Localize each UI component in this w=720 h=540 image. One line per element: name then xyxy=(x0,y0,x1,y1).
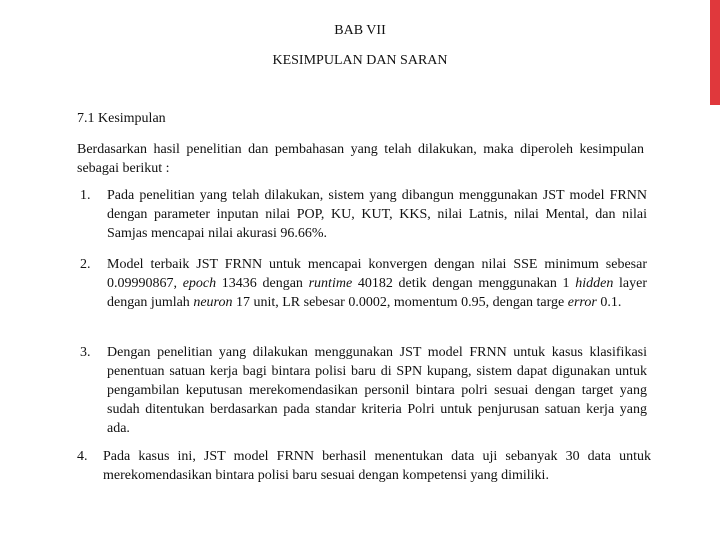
item-text: Dengan penelitian yang dilakukan menggunakan JST model FRNN untuk kasus klasifikasi penentuan satuan kerja bagi bintara polisi baru di SPN kupang, sistem dapat digunakan untuk pengambilan keputusan merekomendasikan personil bintara polri sesuai dengan target yang sudah ditentukan berdasarkan pada standar kriteria Polri untuk penjurusan satuan kerja yang ada. xyxy=(107,345,647,436)
conclusion-item-4 xyxy=(77,447,651,485)
item-number: 3. xyxy=(80,345,91,360)
item-number: 4. xyxy=(77,449,88,464)
text-segment: layer dengan jumlah xyxy=(107,276,648,310)
item-number: 2. xyxy=(80,257,91,272)
section-heading: 7.1 Kesimpulan xyxy=(77,111,166,126)
chapter-title: KESIMPULAN DAN SARAN xyxy=(272,53,448,68)
italic-term: epoch xyxy=(182,276,217,291)
item-text: Pada kasus ini, JST model FRNN berhasil menentukan data uji sebanyak 30 data untuk merekomendasikan bintara polisi baru sesuai dengan kompetensi yang dimiliki. xyxy=(103,449,651,483)
item-text xyxy=(107,255,647,312)
italic-term: runtime xyxy=(308,276,353,291)
text-segment: Model terbaik JST FRNN untuk mencapai konvergen dengan nilai SSE minimum sebesar 0.09990867, xyxy=(107,257,647,291)
italic-term: error xyxy=(567,295,597,310)
conclusion-item-1 xyxy=(77,186,647,243)
text-segment: 0.1. xyxy=(596,295,622,310)
conclusion-item-3 xyxy=(77,343,647,438)
text-segment: 40182 detik dengan menggunakan 1 xyxy=(352,276,576,291)
chapter-heading: BAB VII xyxy=(334,23,386,38)
text-segment: 17 unit, LR sebesar 0.0002, momentum 0.95, dengan targe xyxy=(232,295,568,310)
italic-term: hidden xyxy=(575,276,614,291)
italic-term: neuron xyxy=(193,295,233,310)
item-text: Pada penelitian yang telah dilakukan, sistem yang dibangun menggunakan JST model FRNN dengan parameter inputan nilai POP, KU, KUT, KKS, nilai Latnis, nilai Mental, dan nilai Samjas mencapai nilai akurasi 96.66%. xyxy=(107,188,647,241)
conclusion-item-2 xyxy=(77,255,647,312)
item-number: 1. xyxy=(80,188,91,203)
intro-paragraph: Berdasarkan hasil penelitian dan pembahasan yang telah dilakukan, maka diperoleh kesimpulan sebagai berikut : xyxy=(77,142,644,176)
text-segment: 13436 dengan xyxy=(216,276,309,291)
